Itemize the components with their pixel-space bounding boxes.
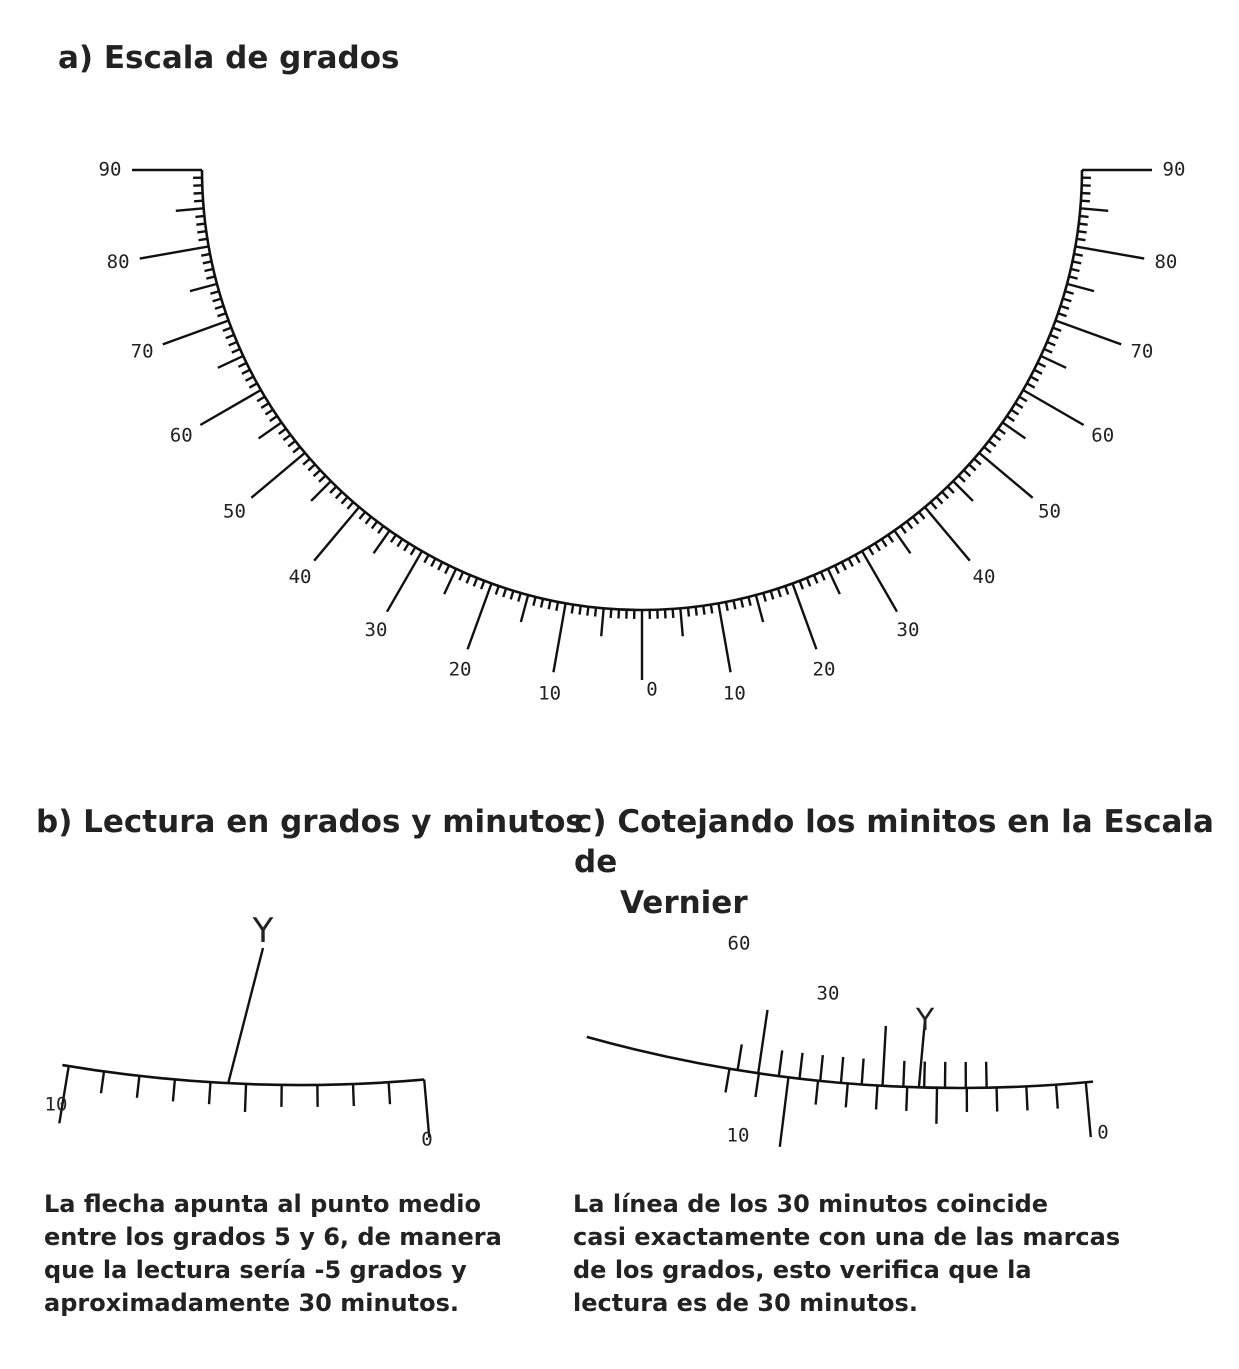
minor-tick bbox=[942, 492, 948, 499]
explanation-vernier-line: de los grados, esto verifica que la bbox=[573, 1256, 1032, 1284]
minor-tick bbox=[223, 328, 231, 331]
scale-label-right: 20 bbox=[812, 658, 836, 681]
minor-tick bbox=[1078, 231, 1087, 232]
minor-tick bbox=[969, 464, 976, 470]
minor-tick bbox=[1081, 201, 1090, 202]
minor-tick bbox=[196, 224, 205, 225]
minor-tick bbox=[359, 512, 365, 519]
reading-arc bbox=[62, 1065, 424, 1085]
minor-tick bbox=[964, 470, 971, 476]
explanation-vernier-line: lectura es de 30 minutos. bbox=[573, 1289, 918, 1317]
minor-tick bbox=[232, 349, 240, 353]
minor-tick bbox=[366, 517, 372, 524]
minor-tick bbox=[1030, 377, 1038, 381]
minor-tick bbox=[459, 572, 463, 580]
scale-label-center: 0 bbox=[646, 678, 658, 701]
vernier-minute-tick bbox=[738, 1044, 742, 1070]
minor-tick bbox=[807, 578, 810, 586]
minor-tick bbox=[974, 459, 981, 465]
minor-tick bbox=[726, 602, 728, 611]
minor-tick bbox=[330, 487, 336, 493]
minor-tick bbox=[901, 526, 906, 533]
vernier-degree-tick bbox=[906, 1087, 907, 1111]
minor-tick bbox=[195, 216, 204, 217]
medium-tick bbox=[601, 608, 603, 636]
major-tick bbox=[862, 551, 897, 612]
explanation-lectura-line: que la lectura sería -5 grados y bbox=[44, 1256, 467, 1284]
minor-tick bbox=[257, 397, 265, 402]
minor-tick bbox=[800, 581, 803, 589]
minor-tick bbox=[913, 517, 919, 524]
minor-tick bbox=[481, 581, 484, 589]
vernier-minute-tick bbox=[779, 1050, 782, 1076]
minor-tick bbox=[1069, 276, 1078, 278]
vernier-minute-tick bbox=[758, 1010, 767, 1073]
minor-tick bbox=[748, 597, 750, 606]
minor-tick bbox=[503, 588, 506, 597]
medium-tick bbox=[259, 422, 282, 438]
minor-tick bbox=[1044, 349, 1052, 353]
medium-tick bbox=[1080, 208, 1108, 210]
explanation-vernier-line: La línea de los 30 minutos coincide bbox=[573, 1190, 1049, 1218]
vernier-degree-tick bbox=[876, 1086, 877, 1110]
vernier-degree-tick bbox=[1086, 1082, 1091, 1137]
minor-tick bbox=[270, 416, 277, 421]
reading-minor-tick bbox=[245, 1084, 246, 1112]
scale-label-left: 60 bbox=[169, 424, 193, 447]
vernier-degree-tick bbox=[755, 1073, 758, 1097]
explanation-vernier-line: casi exactamente con una de las marcas bbox=[573, 1223, 1121, 1251]
title-cotejando bbox=[574, 802, 1214, 923]
minor-tick bbox=[238, 363, 246, 367]
minor-tick bbox=[533, 597, 535, 606]
medium-tick bbox=[953, 481, 973, 501]
vernier-degree-tick bbox=[780, 1077, 789, 1146]
minor-tick bbox=[518, 593, 520, 602]
scale-label-right: 70 bbox=[1130, 340, 1154, 363]
scale-label-left: 30 bbox=[364, 619, 388, 642]
scale-label-left: 70 bbox=[130, 340, 154, 363]
minor-tick bbox=[711, 605, 712, 614]
minor-tick bbox=[336, 492, 342, 499]
major-tick bbox=[979, 453, 1033, 498]
minor-tick bbox=[1079, 224, 1088, 225]
vernier-minute-tick bbox=[820, 1055, 823, 1081]
major-tick bbox=[1075, 246, 1144, 258]
minor-tick bbox=[989, 441, 996, 447]
minor-tick bbox=[438, 562, 442, 570]
minor-tick bbox=[1027, 383, 1035, 387]
major-tick bbox=[1055, 320, 1121, 344]
reading-minor-tick bbox=[353, 1084, 354, 1106]
major-tick bbox=[387, 551, 422, 612]
title-lectura: b) Lectura en grados y minutos bbox=[36, 804, 584, 840]
scale-label-right: 50 bbox=[1038, 500, 1061, 523]
minor-tick bbox=[919, 512, 925, 519]
minor-tick bbox=[688, 608, 689, 617]
minor-tick bbox=[587, 607, 588, 616]
minor-tick bbox=[741, 599, 743, 608]
major-tick bbox=[251, 453, 305, 498]
minor-tick bbox=[511, 591, 514, 600]
reading-minor-tick bbox=[209, 1082, 210, 1104]
minor-tick bbox=[855, 555, 859, 563]
minor-tick bbox=[1019, 397, 1027, 402]
minor-tick bbox=[1053, 328, 1061, 331]
minor-tick bbox=[595, 608, 596, 617]
vernier-minute-tick bbox=[903, 1061, 904, 1087]
vernier-minute-tick bbox=[862, 1059, 864, 1085]
medium-tick bbox=[1067, 284, 1094, 291]
minor-tick bbox=[984, 447, 991, 453]
vernier-degree-tick bbox=[846, 1083, 848, 1107]
minor-tick bbox=[556, 602, 558, 611]
reading-pointer bbox=[228, 948, 263, 1083]
vernier-arc bbox=[587, 1037, 1093, 1088]
major-tick bbox=[792, 583, 816, 649]
scale-label-right: 60 bbox=[1091, 424, 1115, 447]
minor-tick bbox=[1065, 291, 1074, 293]
minor-tick bbox=[875, 543, 880, 551]
vernier-minute-tick bbox=[800, 1053, 803, 1079]
minor-tick bbox=[993, 435, 1000, 440]
minor-tick bbox=[936, 497, 942, 504]
vernier-degree-tick bbox=[997, 1088, 998, 1112]
vernier-label-60: 60 bbox=[727, 932, 751, 955]
vernier-minute-tick bbox=[924, 1062, 925, 1088]
minor-tick bbox=[835, 565, 839, 573]
minor-tick bbox=[1050, 335, 1058, 338]
reading-pointer-glyph: Y bbox=[252, 911, 274, 951]
minor-tick bbox=[194, 201, 203, 202]
minor-tick bbox=[821, 572, 825, 580]
minor-tick bbox=[696, 607, 697, 616]
minor-tick bbox=[1047, 342, 1055, 346]
scale-label-left: 20 bbox=[448, 658, 472, 681]
minor-tick bbox=[541, 599, 543, 608]
vernier-label-30: 30 bbox=[816, 982, 840, 1005]
minor-tick bbox=[265, 410, 273, 415]
explanation-lectura-line: La flecha apunta al punto medio bbox=[44, 1190, 481, 1218]
explanation-lectura-line: entre los grados 5 y 6, de manera bbox=[44, 1223, 502, 1251]
minor-tick bbox=[814, 575, 818, 583]
explanation-lectura bbox=[44, 1188, 514, 1320]
minor-tick bbox=[948, 487, 954, 493]
vernier-minute-tick bbox=[883, 1026, 886, 1086]
major-tick bbox=[925, 507, 970, 561]
minor-tick bbox=[611, 609, 612, 618]
minor-tick bbox=[1072, 261, 1081, 263]
medium-tick bbox=[521, 595, 528, 622]
scale-label-right: 40 bbox=[972, 566, 996, 589]
reading-minor-tick bbox=[101, 1071, 104, 1093]
minor-tick bbox=[496, 586, 499, 595]
major-tick bbox=[163, 320, 229, 344]
minor-tick bbox=[404, 543, 409, 551]
minor-tick bbox=[882, 539, 887, 547]
vernier-diagram bbox=[587, 933, 1109, 1147]
minor-tick bbox=[1074, 254, 1083, 256]
minor-tick bbox=[229, 342, 237, 346]
minor-tick bbox=[226, 335, 234, 338]
major-tick bbox=[200, 390, 261, 425]
minor-tick bbox=[246, 377, 254, 381]
minor-tick bbox=[1007, 416, 1014, 421]
vernier-degree-tick bbox=[1026, 1086, 1027, 1110]
minor-tick bbox=[778, 588, 781, 597]
minor-tick bbox=[319, 476, 325, 482]
minor-tick bbox=[673, 609, 674, 618]
title-cotejando-line2: Vernier bbox=[620, 884, 748, 921]
major-tick bbox=[553, 603, 565, 672]
minor-tick bbox=[217, 313, 226, 316]
minor-tick bbox=[197, 231, 206, 232]
minor-tick bbox=[215, 306, 224, 309]
minor-tick bbox=[907, 521, 912, 528]
vernier-minute-tick bbox=[841, 1057, 843, 1083]
minor-tick bbox=[378, 526, 383, 533]
explanation-vernier bbox=[573, 1188, 1133, 1320]
scale-label-right: 80 bbox=[1154, 250, 1178, 273]
medium-tick bbox=[680, 608, 682, 636]
minor-tick bbox=[342, 497, 348, 504]
minor-tick bbox=[203, 261, 212, 263]
minor-tick bbox=[261, 403, 269, 408]
minor-tick bbox=[213, 299, 222, 302]
minor-tick bbox=[474, 578, 477, 586]
minor-tick bbox=[842, 562, 846, 570]
medium-tick bbox=[1002, 422, 1025, 438]
minor-tick bbox=[549, 600, 551, 609]
minor-tick bbox=[279, 429, 286, 434]
minor-tick bbox=[283, 435, 290, 440]
minor-tick bbox=[242, 370, 250, 374]
medium-tick bbox=[176, 208, 204, 210]
vernier-degree-tick bbox=[1056, 1085, 1058, 1109]
medium-tick bbox=[190, 284, 217, 291]
minor-tick bbox=[1063, 299, 1072, 302]
medium-tick bbox=[894, 530, 910, 553]
minor-tick bbox=[1015, 403, 1023, 408]
minor-tick bbox=[347, 502, 353, 509]
minor-tick bbox=[733, 600, 735, 609]
minor-tick bbox=[424, 555, 428, 563]
minor-tick bbox=[888, 535, 893, 542]
minor-tick bbox=[397, 539, 402, 547]
scale-label-right: 30 bbox=[896, 619, 920, 642]
explanation-lectura-line: aproximadamente 30 minutos. bbox=[44, 1289, 459, 1317]
minor-tick bbox=[998, 429, 1005, 434]
major-tick bbox=[718, 603, 730, 672]
vernier-label-10: 10 bbox=[726, 1124, 750, 1147]
minor-tick bbox=[580, 606, 581, 615]
minor-tick bbox=[1058, 313, 1067, 316]
minor-tick bbox=[391, 535, 396, 542]
scale-label-left: 40 bbox=[288, 566, 312, 589]
vernier-degree-tick bbox=[725, 1069, 729, 1093]
title-cotejando-line1: c) Cotejando los minitos en la Escala de bbox=[574, 804, 1214, 881]
minor-tick bbox=[849, 558, 853, 566]
minor-tick bbox=[763, 593, 765, 602]
major-tick bbox=[1023, 390, 1084, 425]
major-tick bbox=[140, 246, 209, 258]
minor-tick bbox=[210, 291, 219, 293]
vernier-label-0: 0 bbox=[1097, 1121, 1109, 1144]
reading-minor-tick bbox=[137, 1076, 139, 1098]
minor-tick bbox=[1011, 410, 1019, 415]
reading-minor-tick bbox=[389, 1082, 390, 1104]
scale-arc bbox=[202, 170, 1082, 610]
minor-tick bbox=[771, 591, 774, 600]
minor-tick bbox=[199, 239, 208, 240]
minor-tick bbox=[308, 464, 315, 470]
minor-tick bbox=[959, 476, 965, 482]
reading-diagram bbox=[45, 911, 433, 1151]
minor-tick bbox=[703, 606, 704, 615]
vernier-pointer-glyph: Y bbox=[915, 1003, 935, 1038]
minor-tick bbox=[249, 383, 257, 387]
reading-label-10: 10 bbox=[44, 1093, 68, 1116]
minor-tick bbox=[372, 521, 377, 528]
degree-scale bbox=[99, 159, 1186, 705]
minor-tick bbox=[1071, 269, 1080, 271]
major-tick bbox=[468, 583, 492, 649]
scale-label-left: 80 bbox=[106, 250, 130, 273]
minor-tick bbox=[201, 254, 210, 256]
minor-tick bbox=[293, 447, 300, 453]
minor-tick bbox=[445, 565, 449, 573]
major-tick bbox=[314, 507, 359, 561]
minor-tick bbox=[572, 605, 573, 614]
scale-label-right: 90 bbox=[1162, 158, 1186, 181]
minor-tick bbox=[1077, 239, 1086, 240]
minor-tick bbox=[1037, 363, 1045, 367]
medium-tick bbox=[374, 530, 390, 553]
minor-tick bbox=[303, 459, 310, 465]
minor-tick bbox=[467, 575, 471, 583]
minor-tick bbox=[869, 547, 874, 555]
title-escala-de-grados: a) Escala de grados bbox=[58, 40, 400, 76]
minor-tick bbox=[1080, 216, 1089, 217]
minor-tick bbox=[288, 441, 295, 447]
vernier-degree-tick bbox=[936, 1088, 937, 1124]
medium-tick bbox=[311, 481, 331, 501]
minor-tick bbox=[785, 586, 788, 595]
scale-label-left: 10 bbox=[538, 682, 562, 705]
minor-tick bbox=[431, 558, 435, 566]
reading-label-0: 0 bbox=[421, 1128, 433, 1151]
reading-minor-tick bbox=[173, 1079, 175, 1101]
minor-tick bbox=[931, 502, 937, 509]
vernier-degree-tick bbox=[816, 1081, 818, 1105]
minor-tick bbox=[1060, 306, 1069, 309]
minor-tick bbox=[205, 269, 214, 271]
scale-label-right: 10 bbox=[722, 682, 746, 705]
minor-tick bbox=[314, 470, 321, 476]
scale-label-left: 50 bbox=[223, 500, 246, 523]
scale-label-left: 90 bbox=[98, 158, 122, 181]
minor-tick bbox=[206, 276, 215, 278]
minor-tick bbox=[411, 547, 416, 555]
minor-tick bbox=[1034, 370, 1042, 374]
medium-tick bbox=[756, 595, 763, 622]
